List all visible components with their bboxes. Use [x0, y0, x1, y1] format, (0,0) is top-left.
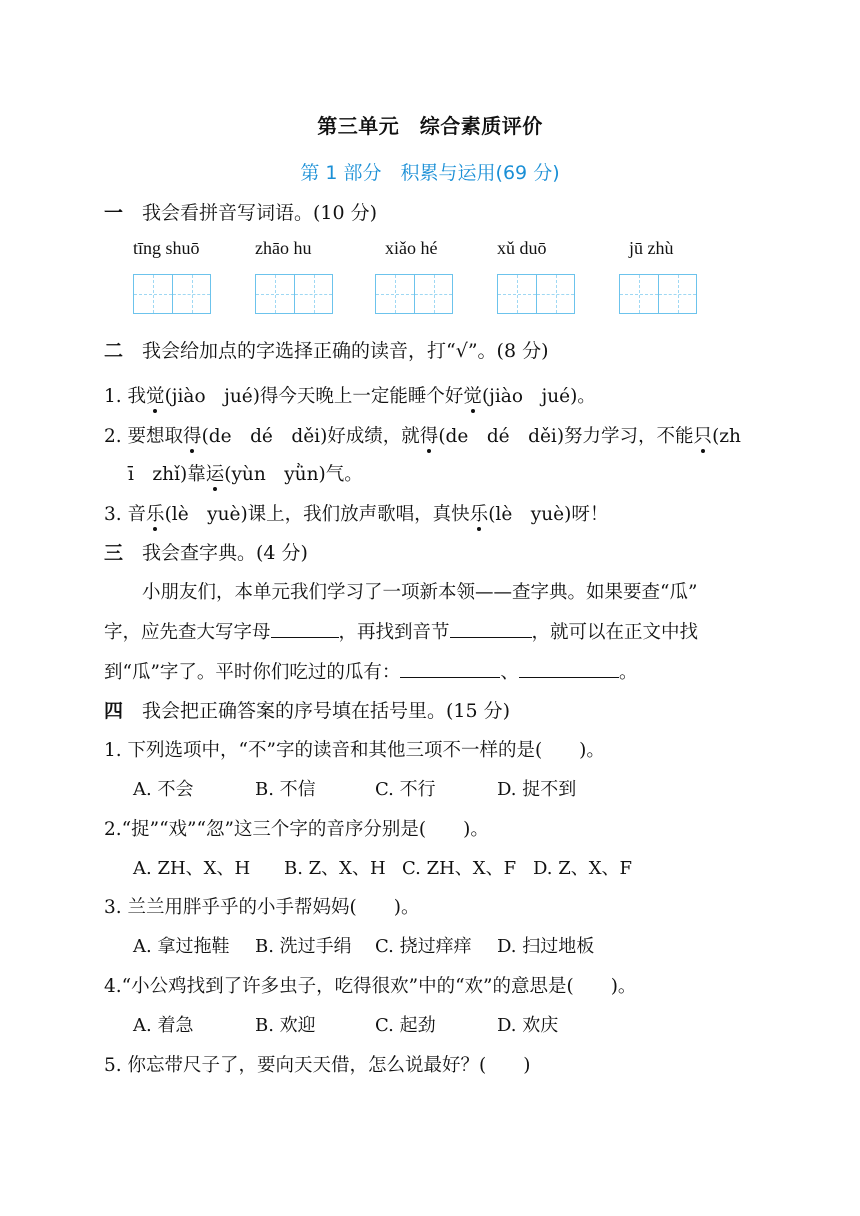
section-2-text: 我会给加点的字选择正确的读音，打“√”。(8 分): [142, 340, 549, 362]
writing-grid-3[interactable]: [375, 274, 453, 314]
question-2-2: [104, 422, 741, 448]
section-2-number: 二: [104, 340, 124, 362]
option-c[interactable]: C. ZH、X、F: [402, 858, 517, 879]
writing-grid-1[interactable]: [133, 274, 211, 314]
q-text: 2. 要想取: [104, 426, 184, 447]
dotted-char: 觉: [463, 382, 482, 408]
section-3-text: 我会查字典。(4 分): [142, 542, 308, 564]
option-c[interactable]: C. 不行: [375, 779, 436, 800]
q-text: ，就可以在正文中找: [531, 622, 699, 643]
q-text: 字，应先查大写字母: [104, 622, 271, 643]
option-a[interactable]: A. 拿过拖鞋: [133, 936, 230, 957]
option-d[interactable]: D. Z、X、F: [533, 858, 633, 879]
dotted-char: 只: [694, 422, 713, 448]
q-text: (lè yuè)课上，我们放声歌唱，真快: [164, 504, 470, 525]
q-text: 1. 我: [104, 386, 147, 407]
question-4-5: 5. 你忘带尺子了，要向天天借，怎么说最好？( ): [104, 1055, 531, 1076]
section-subtitle: 第 1 部分 积累与运用(69 分): [300, 162, 560, 184]
paragraph-line-1: 小朋友们，本单元我们学习了一项新本领——查字典。如果要查“瓜”: [142, 582, 698, 603]
q-text: ī zhǐ)靠: [128, 464, 206, 485]
pinyin-3: xiǎo hé: [385, 238, 438, 258]
dotted-char: 得: [420, 422, 439, 448]
dotted-char: 觉: [146, 382, 165, 408]
q-text: (zh: [712, 426, 741, 447]
question-4-3: 3. 兰兰用胖乎乎的小手帮妈妈( )。: [104, 897, 420, 918]
option-b[interactable]: B. Z、X、H: [284, 858, 386, 879]
q-text: (de dé děi)努力学习，不能: [438, 426, 694, 447]
q-text: 。: [618, 662, 638, 683]
paragraph-line-3: [104, 658, 637, 684]
writing-grid-4[interactable]: [497, 274, 575, 314]
question-2-1: [104, 382, 596, 408]
page-title: 第三单元 综合素质评价: [317, 114, 543, 138]
pinyin-5: jū zhù: [629, 238, 674, 258]
section-2-heading: [104, 336, 549, 363]
option-d[interactable]: D. 欢庆: [497, 1015, 559, 1036]
writing-grid-5[interactable]: [619, 274, 697, 314]
dotted-char: 乐: [146, 500, 165, 526]
q-text: (lè yuè)呀！: [488, 504, 609, 525]
question-4-4: 4.“小公鸡找到了许多虫子，吃得很欢”中的“欢”的意思是( )。: [104, 976, 637, 997]
answer-blank[interactable]: [450, 619, 532, 638]
dotted-char: 得: [183, 422, 202, 448]
q-text: (yùn yǜn)气。: [224, 464, 363, 485]
pinyin-1: tīng shuō: [133, 238, 200, 258]
section-1-text: 我会看拼音写词语。(10 分): [142, 202, 378, 224]
pinyin-4: xǔ duō: [497, 238, 547, 258]
question-4-2: 2.“捉”“戏”“忽”这三个字的音序分别是( )。: [104, 819, 489, 840]
option-d[interactable]: D. 扫过地板: [497, 936, 595, 957]
question-2-3: [104, 500, 608, 526]
option-d[interactable]: D. 捉不到: [497, 779, 577, 800]
section-4-text: 我会把正确答案的序号填在括号里。(15 分): [142, 700, 511, 722]
q-text: 到“瓜”字了。平时你们吃过的瓜有：: [104, 662, 401, 683]
option-b[interactable]: B. 欢迎: [255, 1015, 316, 1036]
section-3-heading: [104, 538, 308, 565]
section-4-number: 四: [104, 700, 124, 722]
q-text: (jiào jué)得今天晚上一定能睡个好: [164, 386, 464, 407]
section-1-number: 一: [104, 202, 124, 224]
section-3-number: 三: [104, 542, 124, 564]
q-text: 、: [500, 662, 519, 683]
answer-blank[interactable]: [519, 659, 619, 678]
writing-grid-2[interactable]: [255, 274, 333, 314]
option-b[interactable]: B. 洗过手绢: [255, 936, 352, 957]
option-c[interactable]: C. 起劲: [375, 1015, 436, 1036]
section-4-heading: [104, 696, 510, 723]
question-2-2-continued: [128, 460, 363, 486]
answer-blank[interactable]: [400, 659, 500, 678]
option-b[interactable]: B. 不信: [255, 779, 316, 800]
section-1-heading: [104, 198, 377, 225]
q-text: 3. 音: [104, 504, 147, 525]
answer-blank[interactable]: [271, 619, 339, 638]
dotted-char: 运: [206, 460, 225, 486]
option-a[interactable]: A. 不会: [133, 779, 194, 800]
option-c[interactable]: C. 挠过痒痒: [375, 936, 472, 957]
q-text: ，再找到音节: [338, 622, 450, 643]
question-4-1: 1. 下列选项中，“不”字的读音和其他三项不一样的是( )。: [104, 740, 605, 761]
dotted-char: 乐: [470, 500, 489, 526]
option-a[interactable]: A. ZH、X、H: [133, 858, 251, 879]
q-text: (jiào jué)。: [481, 386, 596, 407]
paragraph-line-2: [104, 618, 698, 644]
option-a[interactable]: A. 着急: [133, 1015, 194, 1036]
pinyin-2: zhāo hu: [255, 238, 312, 258]
q-text: (de dé děi)好成绩，就: [201, 426, 420, 447]
